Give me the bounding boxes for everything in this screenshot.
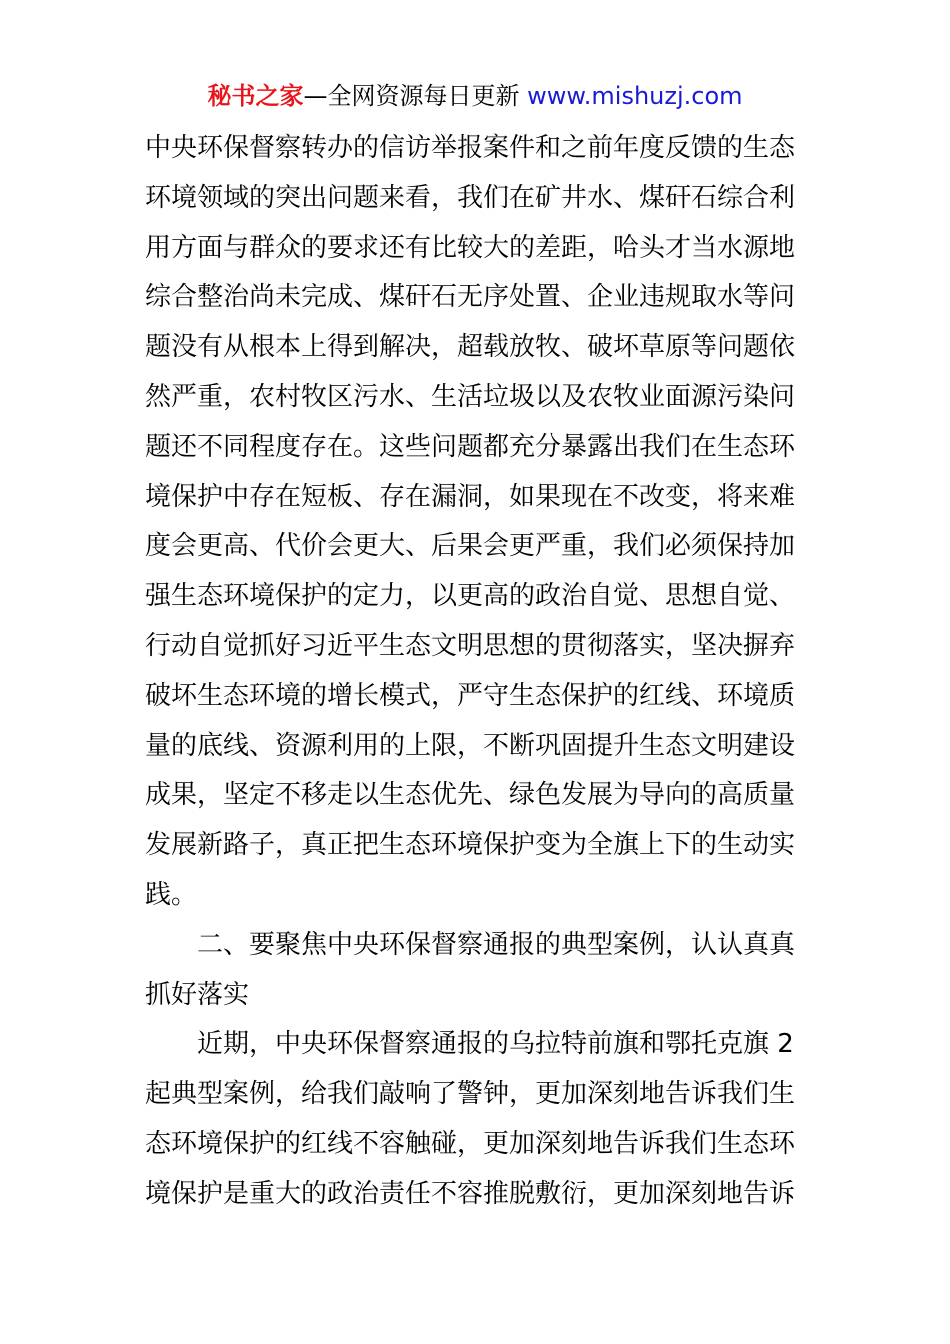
body-line: 态环境保护的红线不容触碰，更加深刻地告诉我们生态环 xyxy=(145,1128,796,1159)
body-line: 发展新路子，真正把生态环境保护变为全旗上下的生动实 xyxy=(145,830,796,861)
body-line: 题没有从根本上得到解决，超载放牧、破坏草原等问题依 xyxy=(145,332,796,363)
body-line: 中央环保督察转办的信访举报案件和之前年度反馈的生态 xyxy=(145,133,796,163)
body-line: 境保护是重大的政治责任不容推脱敷衍，更加深刻地告诉 xyxy=(145,1178,796,1209)
body-line: 题还不同程度存在。这些问题都充分暴露出我们在生态环 xyxy=(145,431,796,462)
body-line: 起典型案例，给我们敲响了警钟，更加深刻地告诉我们生 xyxy=(145,1079,796,1110)
body-line: 环境领域的突出问题来看，我们在矿井水、煤矸石综合利 xyxy=(145,182,796,213)
site-tagline: —全网资源每日更新 xyxy=(303,82,528,110)
site-brand: 秘书之家 xyxy=(207,82,304,110)
body-line: 综合整治尚未完成、煤矸石无序处置、企业违规取水等问 xyxy=(145,282,796,313)
body-line: 近期，中央环保督察通报的乌拉特前旗和鄂托克旗 2 xyxy=(145,1029,794,1060)
body-line: 度会更高、代价会更大、后果会更严重，我们必须保持加 xyxy=(145,531,796,562)
body-line: 成果，坚定不移走以生态优先、绿色发展为导向的高质量 xyxy=(145,780,796,811)
body-line: 行动自觉抓好习近平生态文明思想的贯彻落实，坚决摒弃 xyxy=(145,630,796,661)
site-header xyxy=(0,80,950,112)
body-line: 强生态环境保护的定力，以更高的政治自觉、思想自觉、 xyxy=(145,581,796,612)
body-line: 破坏生态环境的增长模式，严守生态保护的红线、环境质 xyxy=(145,680,796,711)
site-url-link[interactable]: www.mishuzj.com xyxy=(527,82,743,110)
body-line: 境保护中存在短板、存在漏洞，如果现在不改变，将来难 xyxy=(145,481,796,512)
body-line: 量的底线、资源利用的上限，不断巩固提升生态文明建设 xyxy=(145,730,796,761)
body-line: 用方面与群众的要求还有比较大的差距，哈头才当水源地 xyxy=(145,232,796,263)
document-body xyxy=(145,124,810,1220)
section-heading-line: 二、要聚焦中央环保督察通报的典型案例，认认真真 xyxy=(145,929,796,960)
section-heading-line: 抓好落实 xyxy=(145,979,250,1010)
body-line: 然严重，农村牧区污水、生活垃圾以及农牧业面源污染问 xyxy=(145,381,796,412)
body-line: 践。 xyxy=(145,879,198,910)
